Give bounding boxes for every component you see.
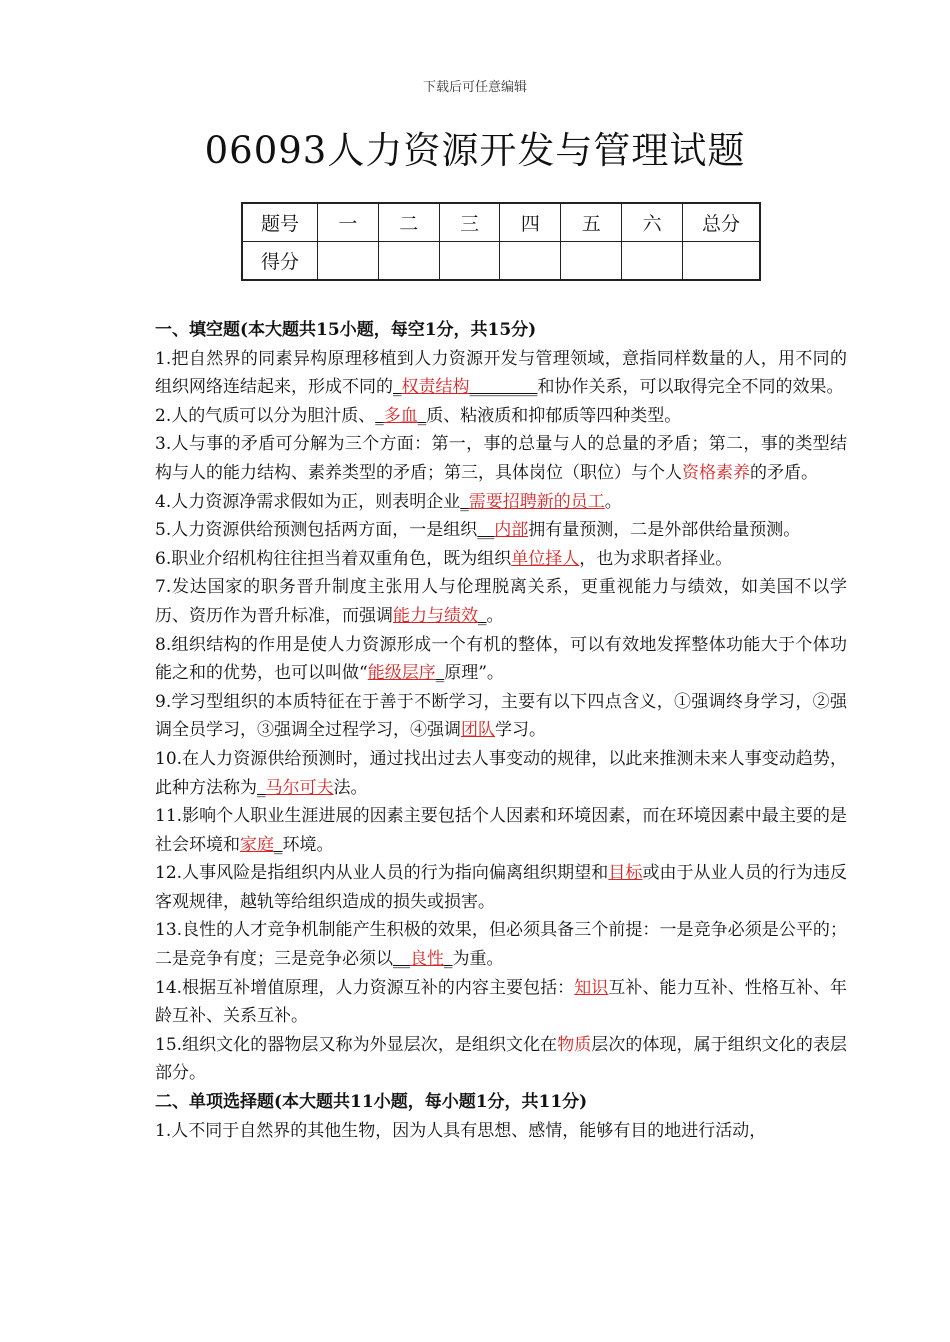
question-4: 4.人力资源净需求假如为正，则表明企业_需要招聘新的员工。 [155,491,622,512]
score-cell-2: 二 [378,203,439,242]
answer-15: 物质 [557,1034,592,1055]
question-5: 5.人力资源供给预测包括两方面，一是组织__内部拥有量预测，二是外部供给量预测。 [155,520,801,541]
answer-1: 权责结构 [401,377,470,398]
choice-question-1: 1.人不同于自然界的其他生物，因为人具有思想、感情，能够有目的地进行活动， [155,1120,767,1141]
score-table-score-row [242,242,760,281]
question-1: 1.把自然界的同素异构原理移植到人力资源开发与管理领域，意指同样数量的人，用不同的组织网络连结起来，形成不同的_权责结构________和协作关系，可以取得完全不同的效果。 [155,348,847,398]
answer-5: 内部 [494,520,529,541]
score-table-header-row [242,203,760,242]
page-title: 06093人力资源开发与管理试题 [204,129,746,172]
answer-13: 良性 [410,949,444,970]
question-8: 8.组织结构的作用是使人力资源形成一个有机的整体，可以有效地发挥整体功能大于个体功能之和的优势，也可以叫做“能级层序_原理”。 [155,634,847,684]
question-10: 10.在人力资源供给预测时，通过找出过去人事变动的规律，以此来推测未来人事变动趋势，此种方法称为_马尔可夫法。 [155,748,847,798]
answer-14: 知识 [574,977,609,998]
document-body [155,316,847,1145]
section-heading-single-choice: 二、单项选择题(本大题共11小题，每小题1分，共11分) [155,1092,588,1113]
answer-8: 能级层序 [367,663,436,684]
header-note: 下载后可任意编辑 [422,80,527,95]
question-7: 7.发达国家的职务晋升制度主张用人与伦理脱离关系，更重视能力与绩效，如美国不以学历、资历作为晋升标准，而强调能力与绩效_。 [155,577,847,626]
score-input-2[interactable] [378,242,439,281]
score-input-6[interactable] [622,242,683,281]
answer-3: 资格素养 [682,462,750,483]
answer-11: 家庭 [240,834,274,855]
score-cell-5: 五 [561,203,622,242]
question-3: 3.人与事的矛盾可分解为三个方面：第一，事的总量与人的总量的矛盾；第二，事的类型结构与人的能力结构、素养类型的矛盾；第三，具体岗位（职位）与个人资格素养的矛盾。 [155,434,847,483]
score-cell-total: 总分 [683,203,761,242]
answer-2: 多血 [383,405,418,426]
score-cell-1: 一 [318,203,379,242]
score-cell-6: 六 [622,203,683,242]
score-input-4[interactable] [500,242,561,281]
score-cell-4: 四 [500,203,561,242]
question-14: 14.根据互补增值原理，人力资源互补的内容主要包括：知识互补、能力互补、性格互补、年龄互补、关系互补。 [155,977,848,1027]
answer-7: 能力与绩效 [393,605,478,626]
score-input-5[interactable] [561,242,622,281]
score-input-3[interactable] [439,242,500,281]
question-11: 11.影响个人职业生涯进展的因素主要包括个人因素和环境因素，而在环境因素中最主要的是社会环境和家庭_环境。 [155,806,847,855]
answer-12: 目标 [608,863,643,884]
answer-9: 团队 [461,720,495,741]
score-row-label: 得分 [242,242,318,281]
score-table [241,202,761,281]
question-15: 15.组织文化的器物层又称为外显层次，是组织文化在物质层次的体现，属于组织文化的表层部分。 [155,1034,847,1084]
answer-10: 马尔可夫 [265,777,334,798]
score-input-total[interactable] [683,242,761,281]
question-13: 13.良性的人才竞争机制能产生积极的效果，但必须具备三个前提：一是竞争必须是公平的；二是竞争有度；三是竞争必须以__良性_为重。 [155,920,847,970]
answer-6: 单位择人 [511,548,580,569]
question-12: 12.人事风险是指组织内从业人员的行为指向偏离组织期望和目标或由于从业人员的行为违反客观规律，越轨等给组织造成的损失或损害。 [155,863,848,912]
score-cell-3: 三 [439,203,500,242]
score-cell-label: 题号 [242,203,318,242]
section-heading-fill-blank: 一、填空题(本大题共15小题，每空1分，共15分) [155,320,537,340]
answer-4: 需要招聘新的员工 [468,491,605,512]
score-input-1[interactable] [318,242,379,281]
question-6: 6.职业介绍机构往往担当着双重角色，既为组织单位择人，也为求职者择业。 [155,548,733,569]
question-2: 2.人的气质可以分为胆汁质、_多血_质、粘液质和抑郁质等四种类型。 [155,405,682,426]
question-9: 9.学习型组织的本质特征在于善于不断学习，主要有以下四点含义，①强调终身学习，②强调全员学习，③强调全过程学习，④强调团队学习。 [155,691,847,741]
